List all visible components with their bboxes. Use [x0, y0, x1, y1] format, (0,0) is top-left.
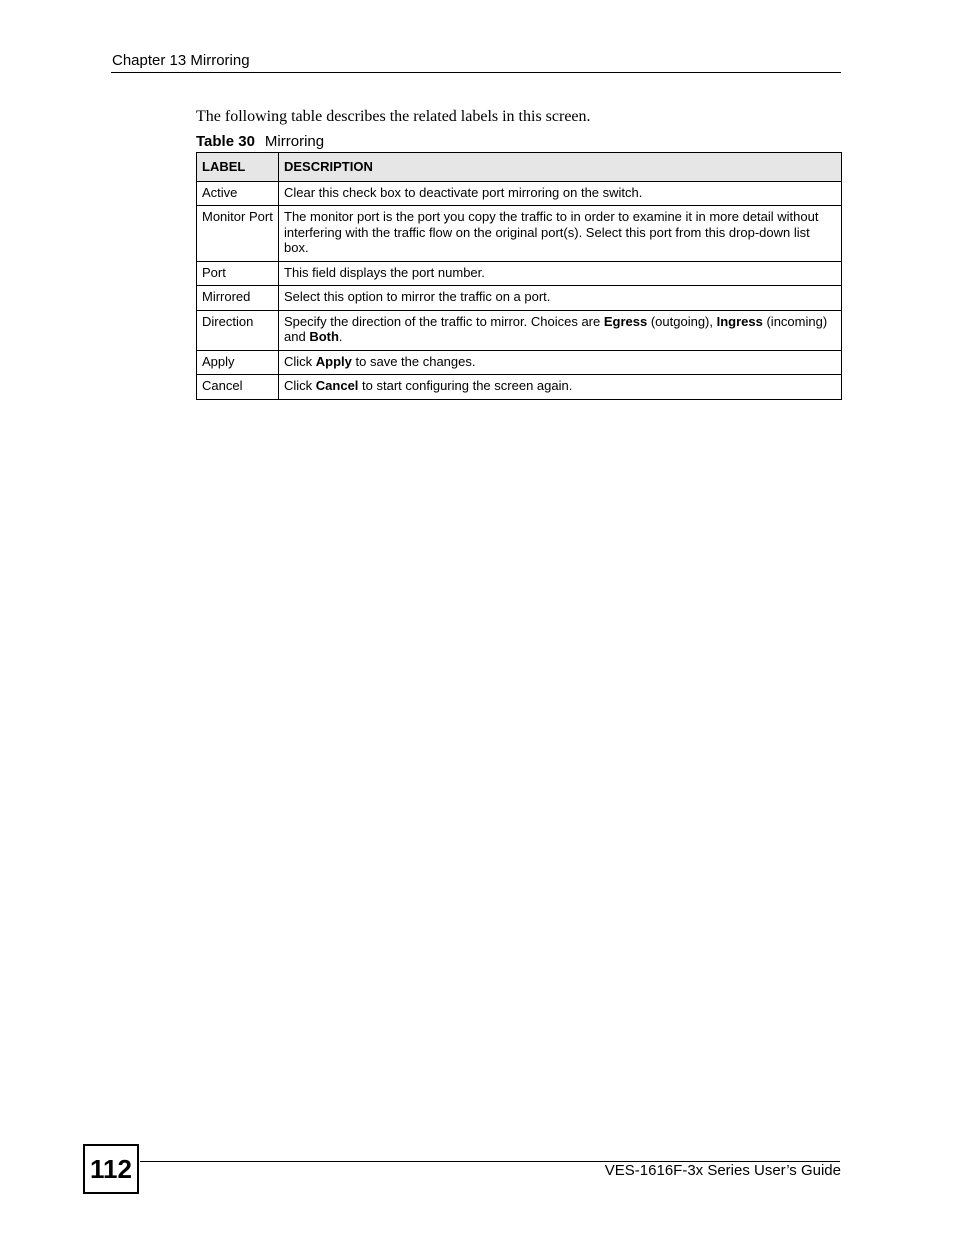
description-term: Ingress [716, 313, 763, 329]
mirroring-table [196, 152, 842, 400]
table-caption [196, 133, 324, 151]
table-row [197, 181, 842, 206]
column-header-label: LABEL [197, 153, 279, 182]
row-description [279, 286, 842, 311]
description-term: Both [309, 329, 339, 344]
table-caption-title: Mirroring [264, 133, 325, 150]
row-label: Monitor Port [197, 206, 279, 262]
description-text: (incoming) and [284, 313, 828, 344]
row-description [279, 181, 842, 206]
description-text: . [338, 329, 343, 344]
intro-paragraph: The following table describes the related labels in this screen. [196, 108, 591, 125]
table-caption-number: Table 30 [196, 133, 255, 150]
row-label: Apply [197, 350, 279, 375]
table-row [197, 261, 842, 286]
table-row [197, 286, 842, 311]
description-text: to save the changes. [351, 353, 476, 369]
description-text: Clear this check box to deactivate port mirroring on the switch. [284, 184, 643, 200]
table-row [197, 310, 842, 350]
table-header-row [197, 153, 842, 182]
row-description [279, 350, 842, 375]
description-text: Click [284, 378, 316, 393]
row-label: Port [197, 261, 279, 286]
description-text: to start configuring the screen again. [358, 378, 573, 393]
table-body [197, 181, 842, 399]
column-header-description: DESCRIPTION [279, 153, 842, 182]
description-text: The monitor port is the port you copy the traffic to in order to examine it in more detail without interfering with the traffic flow on the original port(s). Select this port from this drop-down list box. [284, 209, 819, 255]
description-text: Specify the direction of the traffic to mirror. Choices are [284, 313, 604, 329]
page-number: 112 [83, 1144, 139, 1194]
row-description [279, 375, 842, 400]
description-term: Egress [603, 313, 648, 329]
row-label: Direction [197, 310, 279, 350]
table-row [197, 375, 842, 400]
description-term: Cancel [315, 378, 359, 393]
description-term: Apply [315, 353, 352, 369]
row-description [279, 206, 842, 262]
description-text: (outgoing), [647, 313, 717, 329]
row-description [279, 310, 842, 350]
chapter-title: Chapter 13 Mirroring [112, 52, 250, 69]
row-description [279, 261, 842, 286]
running-header [111, 52, 841, 73]
description-text: Click [284, 353, 316, 369]
row-label: Active [197, 181, 279, 206]
description-text: Select this option to mirror the traffic on a port. [284, 289, 551, 304]
guide-title: VES-1616F-3x Series User’s Guide [604, 1162, 841, 1179]
description-text: This field displays the port number. [284, 264, 485, 280]
row-label: Cancel [197, 375, 279, 400]
table-row [197, 350, 842, 375]
table-row [197, 206, 842, 262]
row-label: Mirrored [197, 286, 279, 311]
